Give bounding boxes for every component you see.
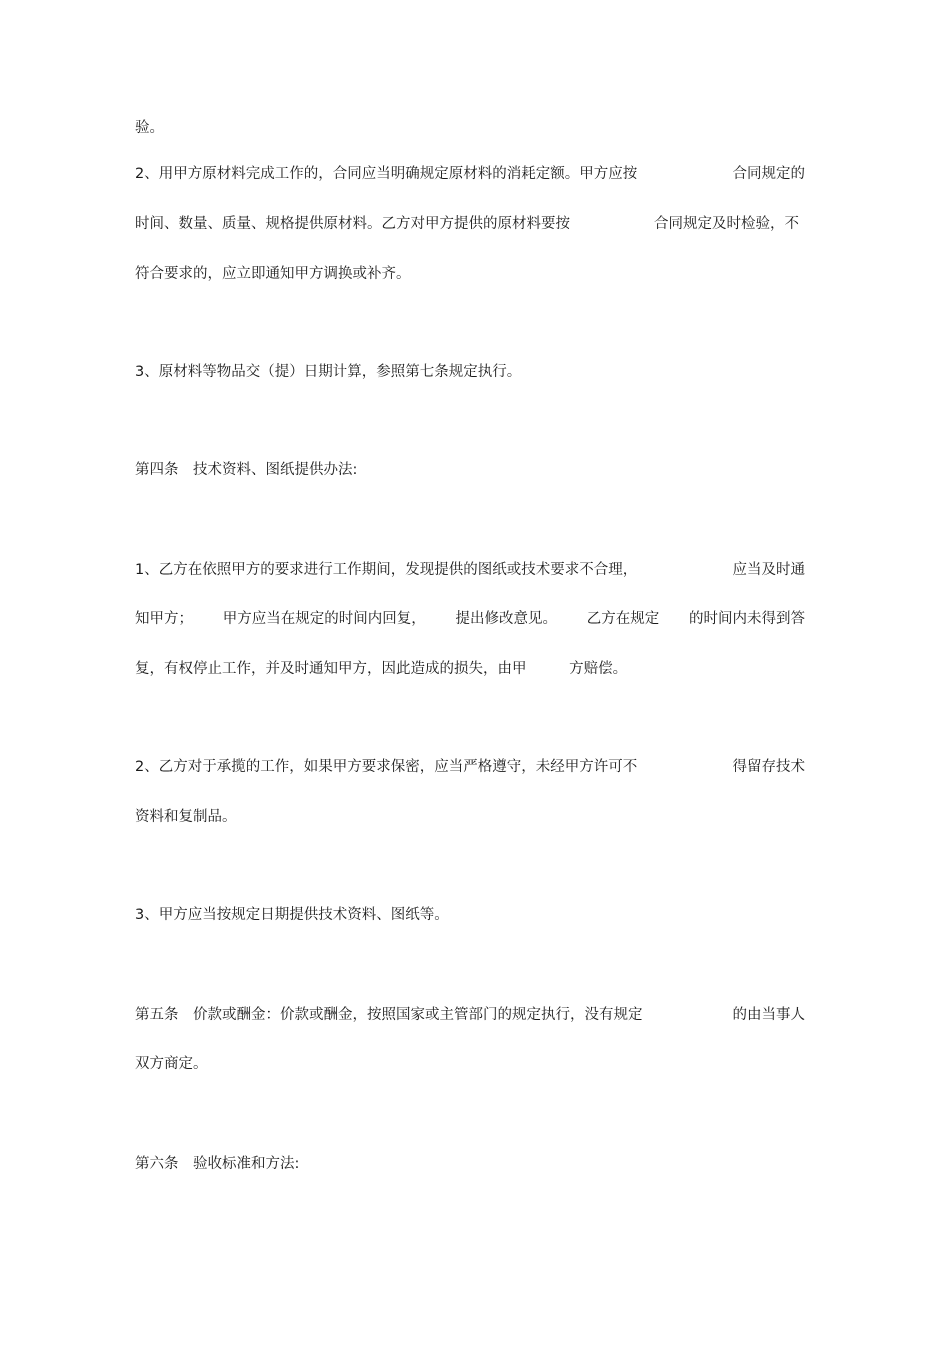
text-segment: 验。 [135, 120, 164, 136]
text-segment: 合同规定及时检验，不 [654, 216, 799, 232]
text-line-4 [135, 264, 805, 284]
text-segment: 资料和复制品。 [135, 809, 237, 825]
text-line-11 [135, 807, 805, 827]
text-segment: 合同规定的 [732, 166, 805, 182]
text-segment: 2、乙方对于承揽的工作，如果甲方要求保密，应当严格遵守，未经甲方许可不 [135, 759, 638, 775]
text-segment: 应当及时通 [732, 562, 805, 578]
text-line-12 [135, 905, 805, 925]
text-line-14 [135, 1054, 805, 1074]
text-segment: 方赔偿。 [569, 661, 628, 677]
text-segment: 双方商定。 [135, 1056, 208, 1072]
text-segment: 得留存技术 [732, 759, 805, 775]
text-segment: 乙方在规定 [586, 611, 660, 627]
text-line-8 [135, 609, 805, 629]
text-segment: 的由当事人 [732, 1007, 805, 1023]
text-segment: 第六条 验收标准和方法: [135, 1156, 300, 1172]
text-segment: 第五条 价款或酬金：价款或酬金，按照国家或主管部门的规定执行，没有规定 [135, 1007, 643, 1023]
text-segment: 知甲方； [135, 611, 193, 627]
text-line-10 [135, 757, 805, 777]
text-line-9 [135, 659, 805, 679]
text-segment: 2、用甲方原材料完成工作的，合同应当明确规定原材料的消耗定额。甲方应按 [135, 166, 638, 182]
text-line-7 [135, 560, 805, 580]
text-segment: 1、乙方在依照甲方的要求进行工作期间，发现提供的图纸或技术要求不合理， [135, 562, 638, 578]
section-heading-6 [135, 1154, 805, 1174]
text-segment: 3、原材料等物品交（提）日期计算，参照第七条规定执行。 [135, 364, 522, 380]
text-segment: 3、甲方应当按规定日期提供技术资料、图纸等。 [135, 907, 449, 923]
text-line-2 [135, 164, 805, 184]
text-segment: 时间、数量、质量、规格提供原材料。乙方对甲方提供的原材料要按 [135, 216, 570, 232]
text-segment: 的时间内未得到答 [689, 611, 805, 627]
text-line-3 [135, 214, 805, 234]
text-line-1 [135, 118, 805, 138]
section-heading-5 [135, 1005, 805, 1025]
text-segment: 符合要求的，应立即通知甲方调换或补齐。 [135, 266, 411, 282]
text-segment: 第四条 技术资料、图纸提供办法: [135, 462, 358, 478]
text-segment: 提出修改意见。 [455, 611, 557, 627]
text-line-5 [135, 362, 805, 382]
text-segment: 复，有权停止工作，并及时通知甲方，因此造成的损失，由甲 [135, 661, 527, 677]
section-heading-4 [135, 460, 805, 480]
text-segment: 甲方应当在规定的时间内回复， [222, 611, 426, 627]
